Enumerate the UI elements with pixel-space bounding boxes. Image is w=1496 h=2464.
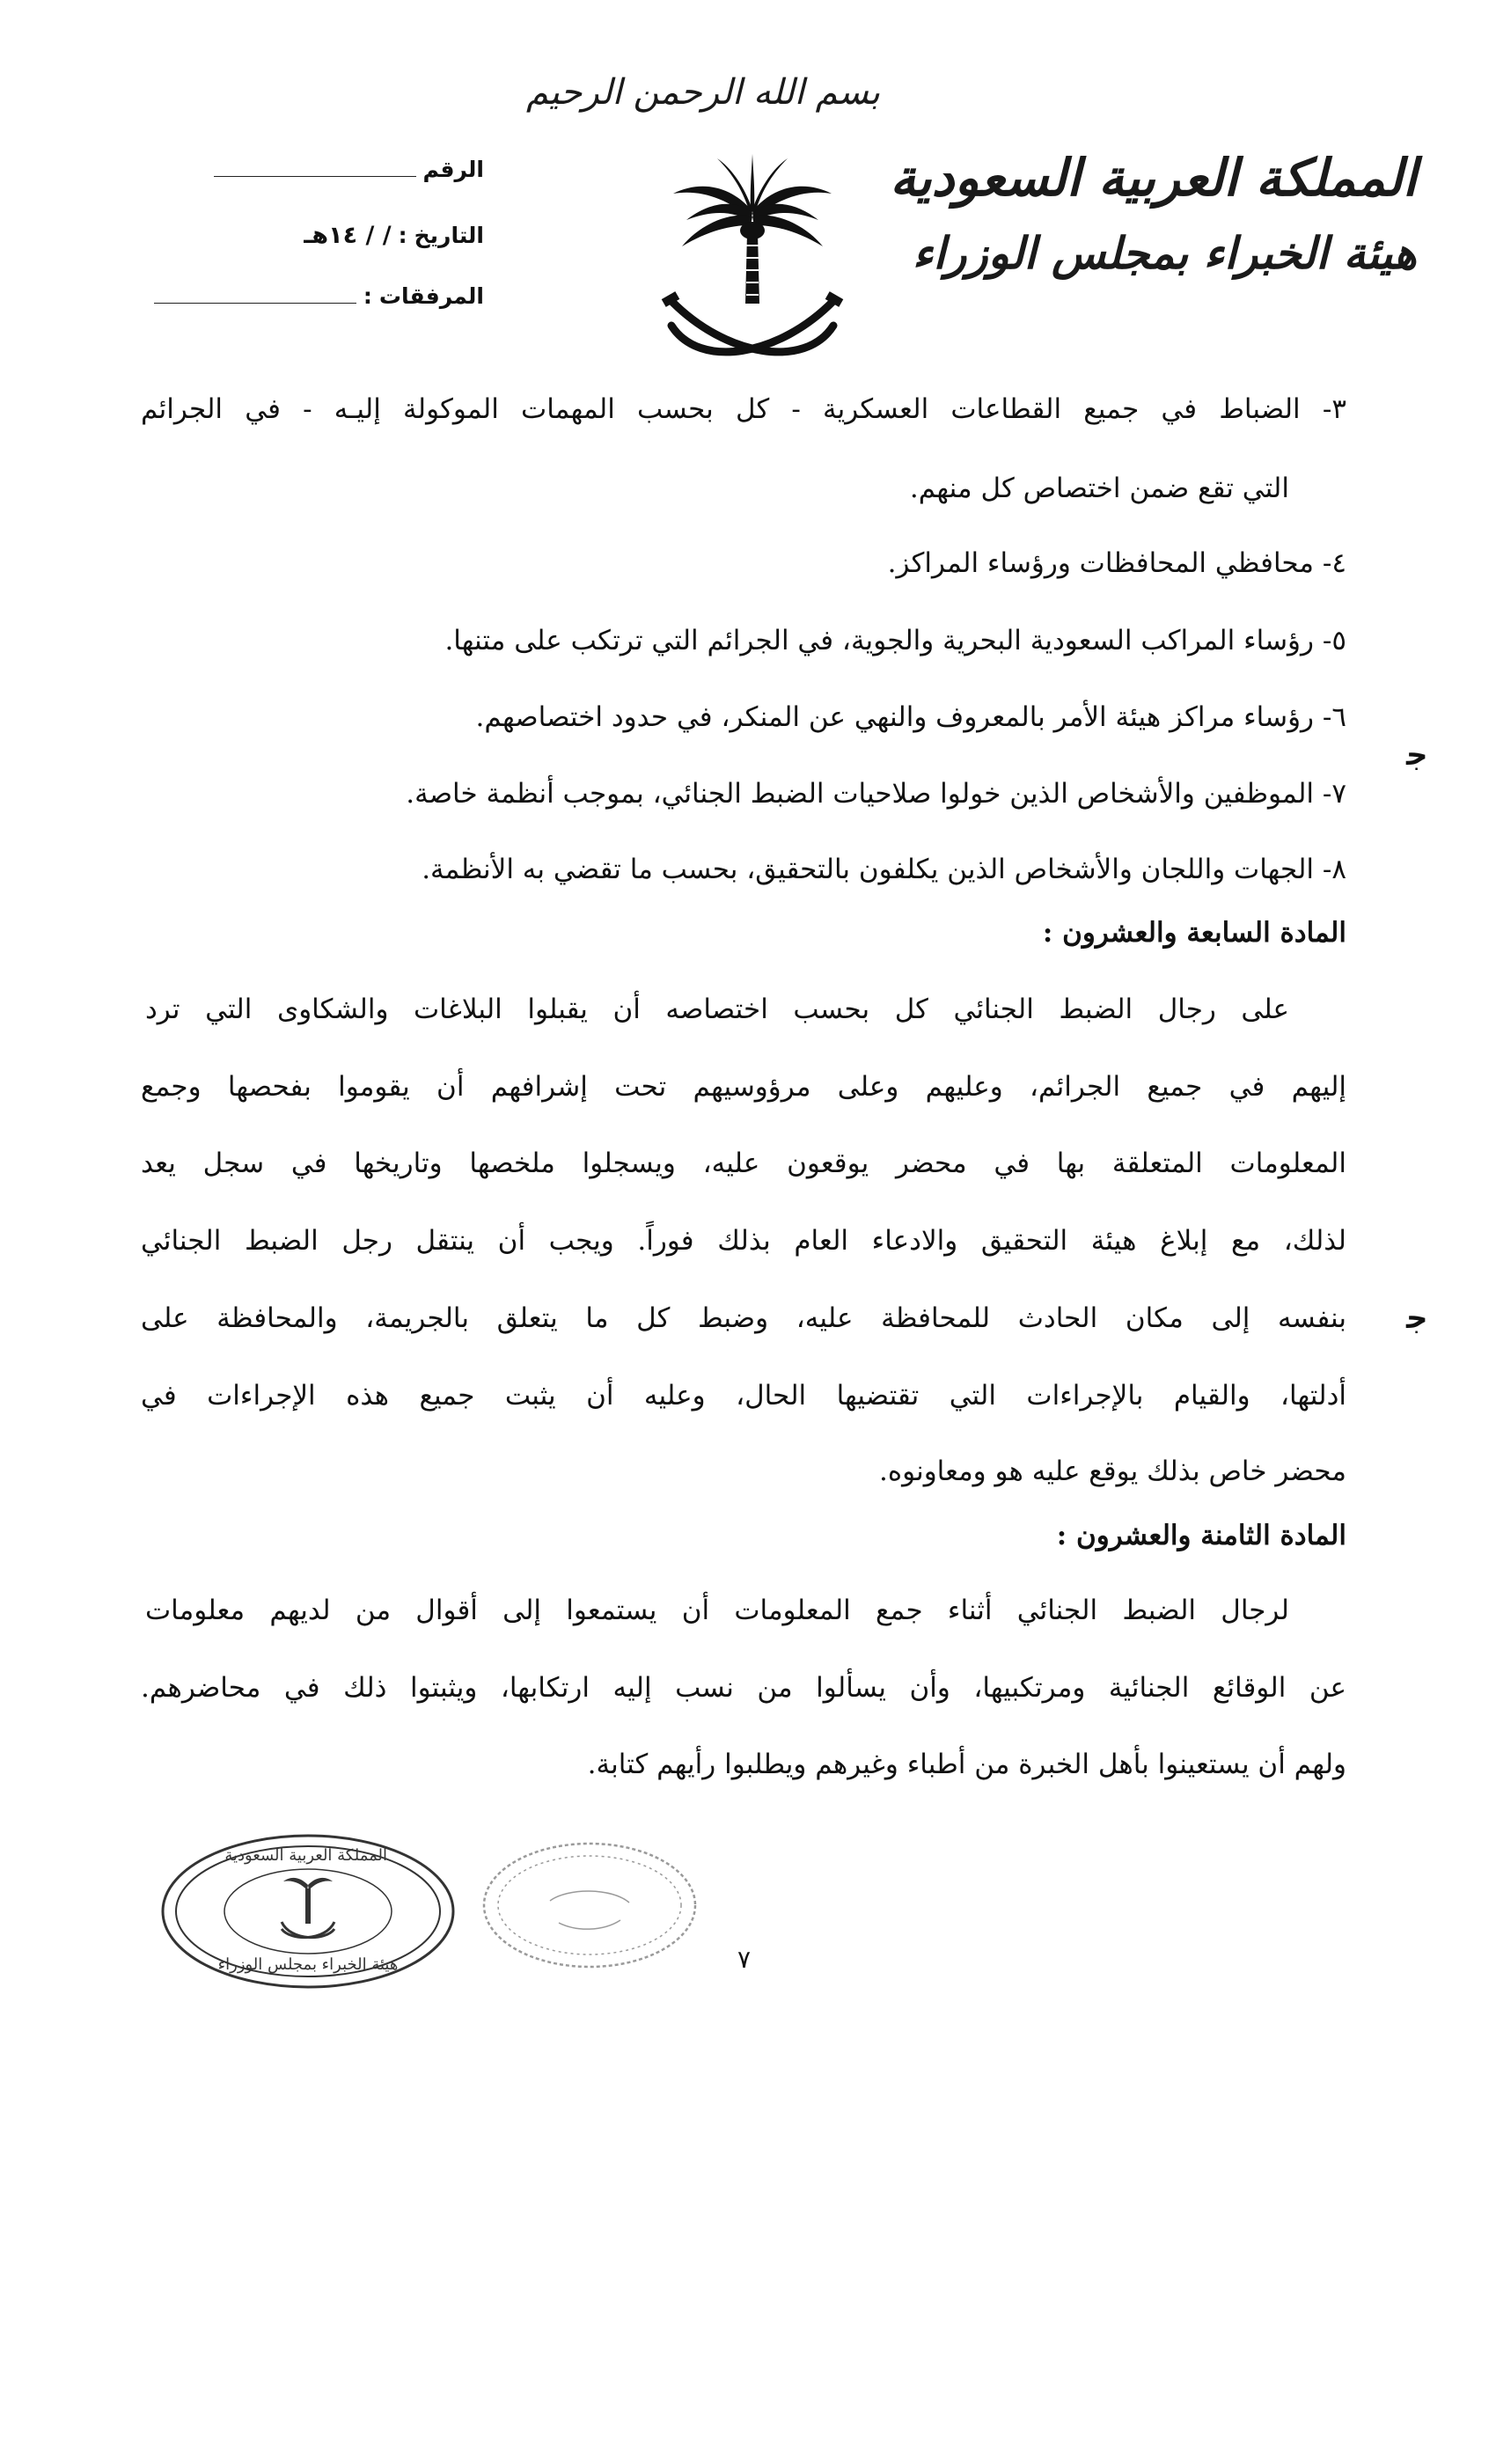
- attachments-field: المرفقات :: [154, 283, 484, 309]
- kingdom-name: المملكة العربية السعودية: [890, 148, 1417, 208]
- article-27-line-3: المعلومات المتعلقة بها في محضر يوقعون عليه، ويسجلوا ملخصها وتاريخها في سجل يعد: [141, 1148, 1346, 1179]
- reference-label: الرقم: [422, 157, 484, 182]
- margin-mark-2: ﺟ: [1406, 1301, 1428, 1336]
- item-6: ٦- رؤساء مراكز هيئة الأمر بالمعروف والنهي عن المنكر، في حدود اختصاصهم.: [475, 701, 1346, 733]
- palm-swords-emblem-icon: [647, 150, 858, 370]
- article-27-line-2: إليهم في جميع الجرائم، وعليهم وعلى مرؤوسيهم تحت إشرافهم أن يقوموا بفحصها وجمع: [141, 1071, 1346, 1103]
- item-7: ٧- الموظفين والأشخاص الذين خولوا صلاحيات الضبط الجنائي، بموجب أنظمة خاصة.: [406, 778, 1346, 810]
- date-label: التاريخ: [414, 223, 484, 248]
- page-number: ٧: [737, 1945, 752, 1974]
- date-value: / / ١٤هـ: [304, 222, 392, 249]
- article-27-line-7: محضر خاص بذلك يوقع عليه هو ومعاونوه.: [878, 1456, 1346, 1487]
- seal-top-text: المملكة العربية السعودية: [224, 1846, 387, 1865]
- attachments-line: [154, 302, 356, 304]
- article-28-line-1: لرجال الضبط الجنائي أثناء جمع المعلومات أن يستمعوا إلى أقوال من لديهم معلومات: [145, 1595, 1289, 1626]
- bureau-name: هيئة الخبراء بمجلس الوزراء: [912, 227, 1417, 279]
- article-28-line-3: ولهم أن يستعينوا بأهل الخبرة من أطباء وغيرهم ويطلبوا رأيهم كتابة.: [587, 1749, 1346, 1780]
- article-27-line-1: على رجال الضبط الجنائي كل بحسب اختصاصه أن يقبلوا البلاغات والشكاوى التي ترد: [145, 994, 1289, 1025]
- margin-mark-1: ﺟ: [1406, 737, 1428, 773]
- article-27-heading: المادة السابعة والعشرون :: [1042, 917, 1346, 949]
- article-27-line-6: أدلتها، والقيام بالإجراءات التي تقتضيها الحال، وعليه أن يثبت جميع هذه الإجراءات في: [141, 1380, 1346, 1412]
- item-3-line-1: ٣- الضباط في جميع القطاعات العسكرية - كل بحسب المهمات الموكولة إليـه - في الجرائم: [141, 393, 1346, 425]
- reference-line: [214, 175, 416, 177]
- seal-bottom-text: هيئة الخبراء بمجلس الوزراء: [217, 1955, 399, 1974]
- article-27-line-5: بنفسه إلى مكان الحادث للمحافظة عليه، وضبط كل ما يتعلق بالجريمة، والمحافظة على: [141, 1302, 1346, 1334]
- article-28-heading: المادة الثامنة والعشرون :: [1056, 1520, 1346, 1551]
- faded-seal-stamp: [480, 1839, 700, 1971]
- date-field: التاريخ : / / ١٤هـ: [304, 222, 484, 249]
- item-8: ٨- الجهات واللجان والأشخاص الذين يكلفون بالتحقيق، بحسب ما تقضي به الأنظمة.: [422, 854, 1346, 885]
- item-5: ٥- رؤساء المراكب السعودية البحرية والجوية، في الجرائم التي ترتكب على متنها.: [444, 625, 1346, 656]
- basmala: بسم الله الرحمن الرحيم: [525, 72, 880, 113]
- article-27-line-4: لذلك، مع إبلاغ هيئة التحقيق والادعاء العام بذلك فوراً. ويجب أن ينتقل رجل الضبط الجنائي: [141, 1225, 1346, 1257]
- item-3-line-2: التي تقع ضمن اختصاص كل منهم.: [909, 473, 1289, 504]
- reference-number-field: [214, 157, 484, 182]
- article-28-line-2: عن الوقائع الجنائية ومرتكبيها، وأن يسألوا من نسب إليه ارتكابها، ويثبتوا ذلك في محاضرهم.: [141, 1672, 1346, 1704]
- attachments-label: المرفقات: [378, 283, 484, 309]
- item-4: ٤- محافظي المحافظات ورؤساء المراكز.: [887, 547, 1346, 579]
